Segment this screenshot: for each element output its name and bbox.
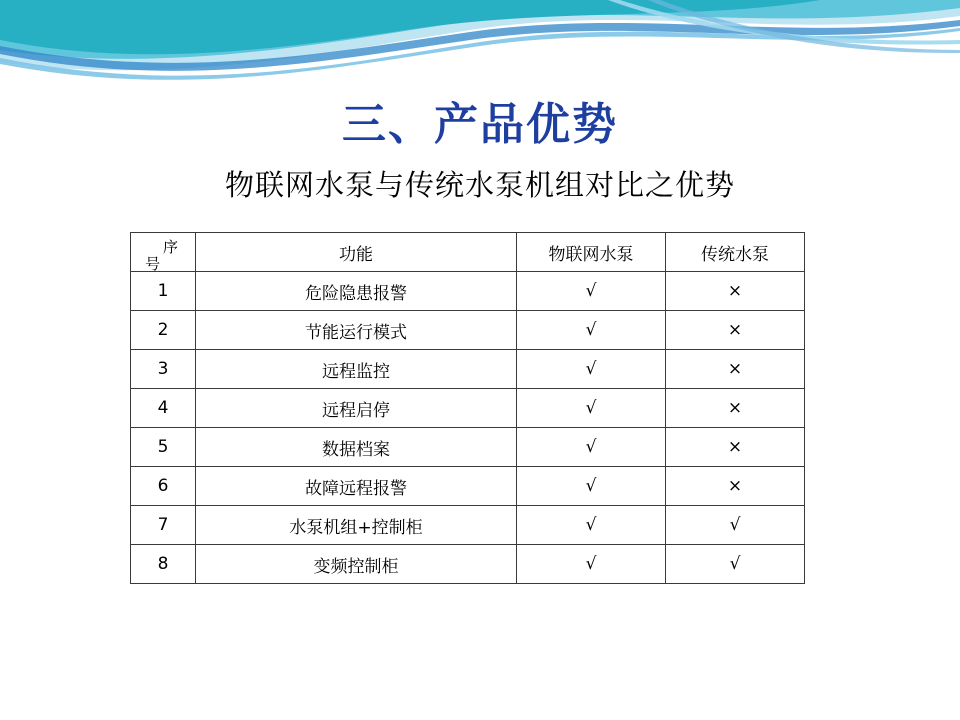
row-index: 5: [131, 428, 196, 467]
header-index-top: 序: [163, 238, 179, 256]
header-traditional-pump: 传统水泵: [666, 233, 805, 272]
row-index: 4: [131, 389, 196, 428]
row-traditional-mark: √: [666, 506, 805, 545]
row-traditional-mark: ×: [666, 272, 805, 311]
row-function: 节能运行模式: [196, 311, 517, 350]
page-title: 三、产品优势: [342, 99, 618, 150]
row-function: 远程监控: [196, 350, 517, 389]
row-iot-mark: √: [517, 350, 666, 389]
table-row: [131, 467, 805, 506]
row-iot-mark: √: [517, 428, 666, 467]
row-iot-mark: √: [517, 467, 666, 506]
row-traditional-mark: √: [666, 545, 805, 584]
row-traditional-mark: ×: [666, 467, 805, 506]
header-iot-pump: 物联网水泵: [517, 233, 666, 272]
row-iot-mark: √: [517, 545, 666, 584]
table-row: [131, 389, 805, 428]
row-iot-mark: √: [517, 272, 666, 311]
header-function: 功能: [196, 233, 517, 272]
table-row: [131, 545, 805, 584]
header-index-bottom: 号: [145, 255, 161, 273]
row-index: 6: [131, 467, 196, 506]
row-traditional-mark: ×: [666, 389, 805, 428]
row-function: 故障远程报警: [196, 467, 517, 506]
row-iot-mark: √: [517, 311, 666, 350]
row-function: 危险隐患报警: [196, 272, 517, 311]
row-index: 8: [131, 545, 196, 584]
row-index: 3: [131, 350, 196, 389]
table-row: [131, 428, 805, 467]
row-function: 变频控制柜: [196, 545, 517, 584]
row-function: 水泵机组+控制柜: [196, 506, 517, 545]
row-function: 数据档案: [196, 428, 517, 467]
comparison-table-wrapper: [130, 232, 800, 584]
row-index: 1: [131, 272, 196, 311]
row-iot-mark: √: [517, 389, 666, 428]
row-iot-mark: √: [517, 506, 666, 545]
row-traditional-mark: ×: [666, 350, 805, 389]
page-subtitle: 物联网水泵与传统水泵机组对比之优势: [224, 168, 735, 202]
row-traditional-mark: ×: [666, 311, 805, 350]
table-row: [131, 311, 805, 350]
table-row: [131, 506, 805, 545]
row-index: 7: [131, 506, 196, 545]
row-index: 2: [131, 311, 196, 350]
table-header-row: [131, 233, 805, 272]
row-function: 远程启停: [196, 389, 517, 428]
comparison-table: [130, 232, 805, 584]
table-row: [131, 350, 805, 389]
header-index: [131, 233, 196, 272]
row-traditional-mark: ×: [666, 428, 805, 467]
table-row: [131, 272, 805, 311]
